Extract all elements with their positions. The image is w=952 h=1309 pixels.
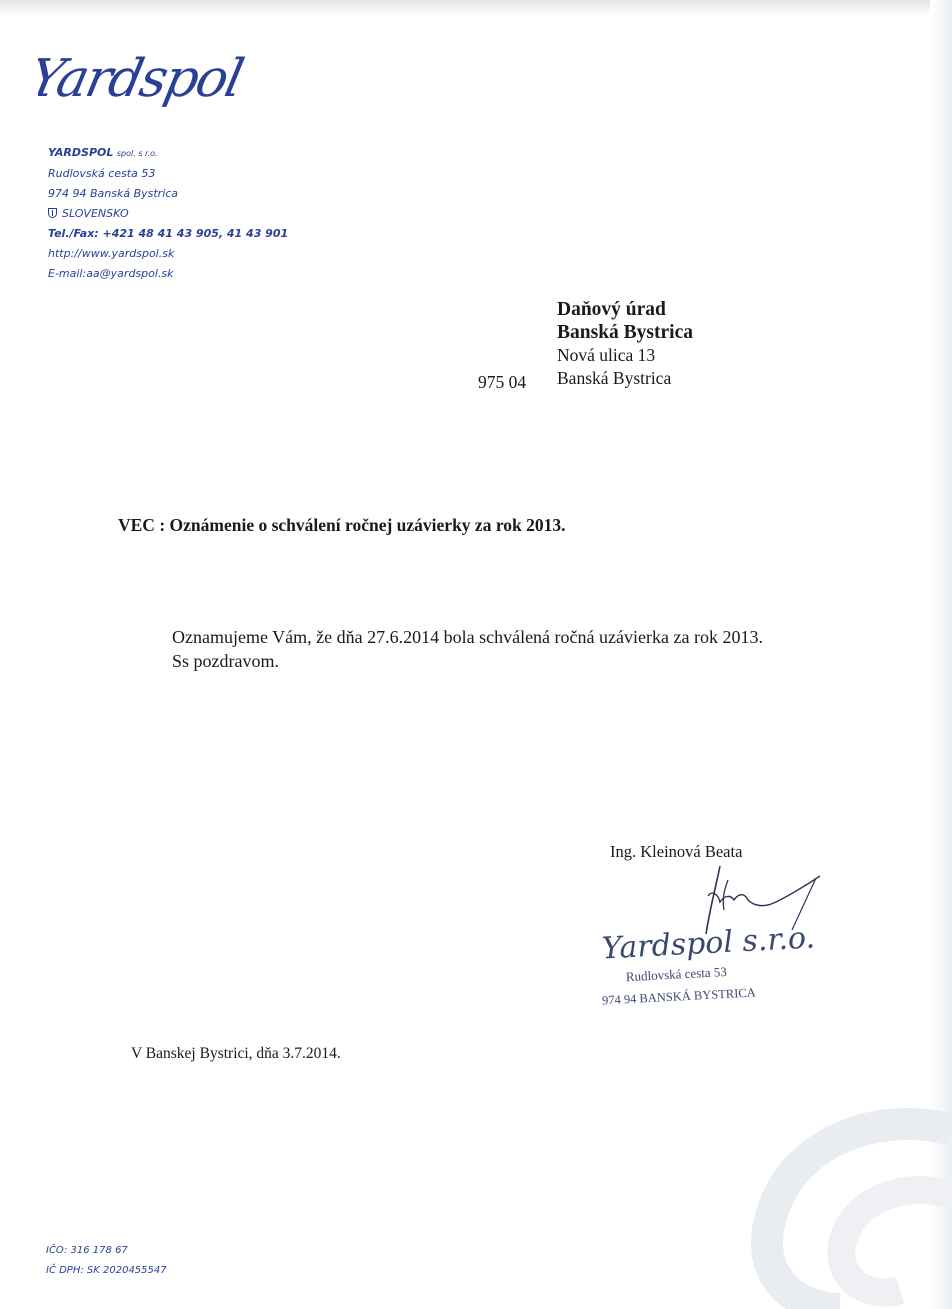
- recipient-street: Nová ulica 13: [557, 345, 656, 365]
- company-name: YARDSPOL: [48, 146, 114, 159]
- recipient-address: [557, 298, 693, 390]
- company-web[interactable]: http://www.yardspol.sk: [48, 247, 175, 260]
- signature-stroke-1: [706, 866, 720, 934]
- footer-ico: IČO: 316 178 67: [46, 1245, 128, 1256]
- signature-block: [588, 838, 838, 1008]
- company-postal-city: 974 94 Banská Bystrica: [48, 187, 179, 200]
- company-form: spol. s r.o.: [116, 149, 158, 158]
- recipient-name-line1: Daňový úrad: [557, 299, 666, 320]
- letter-body: [116, 625, 826, 673]
- scan-edge-top: [0, 0, 952, 16]
- watermark-arc-inner: [841, 1190, 952, 1292]
- recipient-zip: 975 04: [478, 372, 527, 392]
- stamp-city: 974 94 BANSKÁ BYSTRICA: [601, 985, 757, 1008]
- yardspol-logo-image: [38, 38, 278, 122]
- signature-stroke-3: [723, 880, 728, 910]
- stamp-street: Rudlovská cesta 53: [625, 963, 728, 985]
- company-country: SLOVENSKO: [62, 207, 129, 220]
- footer-dic-dph: IČ DPH: SK 2020455547: [46, 1265, 167, 1276]
- letter-subject: VEC : Oznámenie o schválení ročnej uzávierky za rok 2013.: [118, 515, 566, 535]
- spiral-watermark-image: [730, 1100, 952, 1309]
- handwritten-signature-image: [688, 856, 828, 936]
- body-closing: Ss pozdravom.: [172, 651, 279, 671]
- footer-registration: [46, 1241, 167, 1281]
- recipient-city: Banská Bystrica: [557, 368, 672, 388]
- logo-wordmark: Yardspol: [38, 48, 248, 109]
- company-email[interactable]: E-mail:aa@yardspol.sk: [48, 267, 174, 280]
- company-logo: [38, 38, 278, 122]
- company-street: Rudlovská cesta 53: [48, 167, 156, 180]
- body-paragraph: Oznamujeme Vám, že dňa 27.6.2014 bola schválená ročná uzávierka za rok 2013.: [172, 627, 763, 647]
- company-contact-block: [48, 143, 288, 284]
- company-country-line: [48, 204, 288, 224]
- slovak-crest-icon: [48, 208, 57, 218]
- company-phone: Tel./Fax: +421 48 41 43 905, 41 43 901: [48, 227, 289, 240]
- recipient-name-line2: Banská Bystrica: [557, 322, 693, 343]
- signer-name: Ing. Kleinová Beata: [610, 842, 743, 861]
- stamp-name: Yardspol s.r.o.: [601, 920, 816, 967]
- place-and-date: V Banskej Bystrici, dňa 3.7.2014.: [131, 1045, 341, 1062]
- company-name-line: [48, 143, 288, 164]
